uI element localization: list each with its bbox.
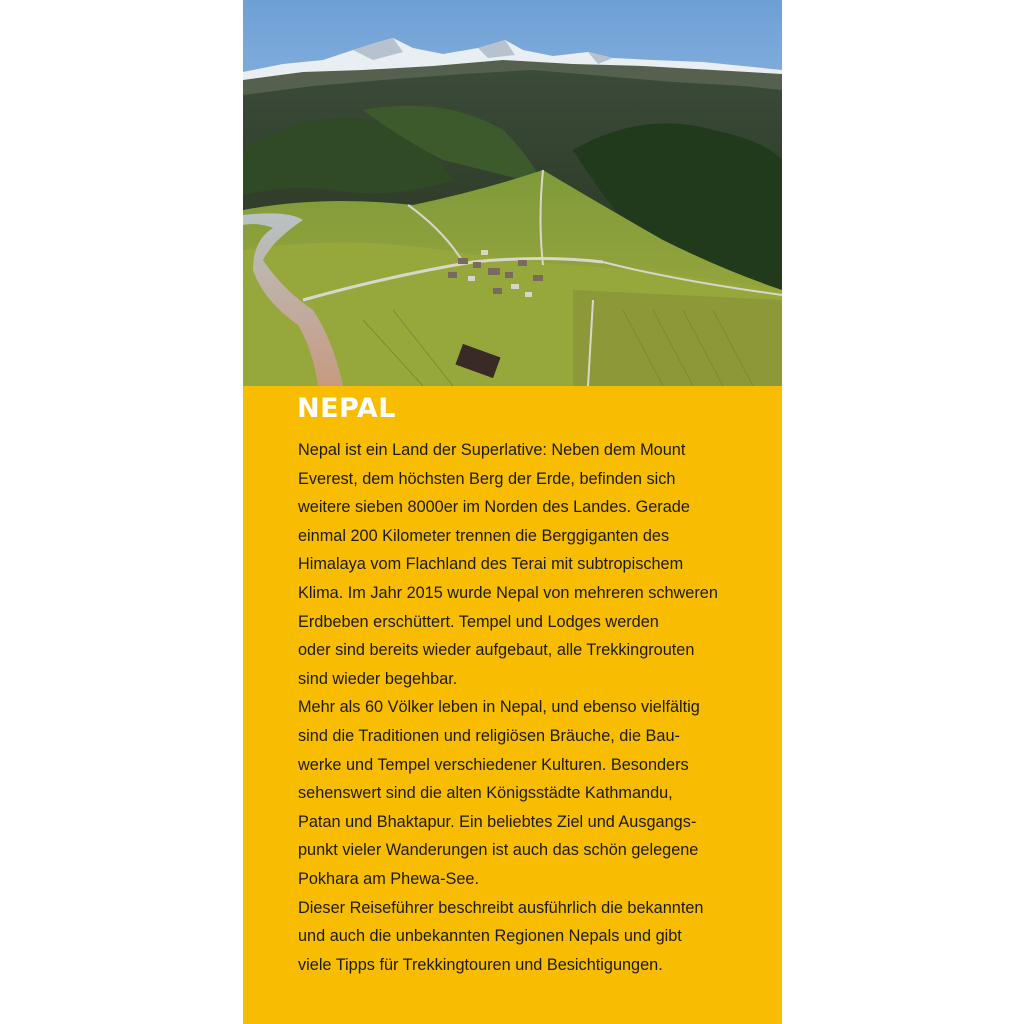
text-line: und auch die unbekannten Regionen Nepals und gibt — [298, 927, 682, 946]
text-line: Erdbeben erschüttert. Tempel und Lodges werden — [298, 612, 659, 631]
text-line: Pokhara am Phewa-See. — [298, 869, 480, 888]
text-line: Nepal ist ein Land der Superlative: Neben dem Mount — [298, 441, 686, 459]
text-line: Patan und Bhaktapur. Ein beliebtes Ziel und Ausgangs- — [298, 812, 697, 831]
body-text — [298, 436, 768, 979]
page-title: NEPAL — [297, 393, 396, 424]
text-line: sind die Traditionen und religiösen Bräuche, die Bau- — [298, 726, 680, 745]
text-line: Himalaya vom Flachland des Terai mit subtropischem — [298, 555, 684, 574]
text-line: sehenswert sind die alten Königsstädte Kathmandu, — [298, 784, 673, 803]
text-line: werke und Tempel verschiedener Kulturen. Besonders — [298, 755, 689, 774]
text-line: einmal 200 Kilometer trennen die Berggiganten des — [298, 526, 670, 545]
text-line: punkt vieler Wanderungen ist auch das schön gelegene — [298, 841, 699, 860]
aerial-landscape-photo — [243, 0, 782, 386]
text-panel — [243, 386, 782, 1024]
text-line: Everest, dem höchsten Berg der Erde, befinden sich — [298, 469, 676, 488]
text-line: Mehr als 60 Völker leben in Nepal, und ebenso vielfältig — [298, 698, 700, 717]
text-line: sind wieder begehbar. — [298, 669, 458, 688]
landscape-image-icon — [243, 0, 782, 386]
text-line: Dieser Reiseführer beschreibt ausführlich die bekannten — [298, 898, 704, 917]
text-line: oder sind bereits wieder aufgebaut, alle Trekkingrouten — [298, 641, 695, 660]
text-line: Klima. Im Jahr 2015 wurde Nepal von mehreren schweren — [298, 583, 718, 602]
text-line: weitere sieben 8000er im Norden des Landes. Gerade — [298, 498, 690, 517]
book-page — [243, 0, 782, 1024]
text-line: viele Tipps für Trekkingtouren und Besichtigungen. — [298, 955, 663, 974]
